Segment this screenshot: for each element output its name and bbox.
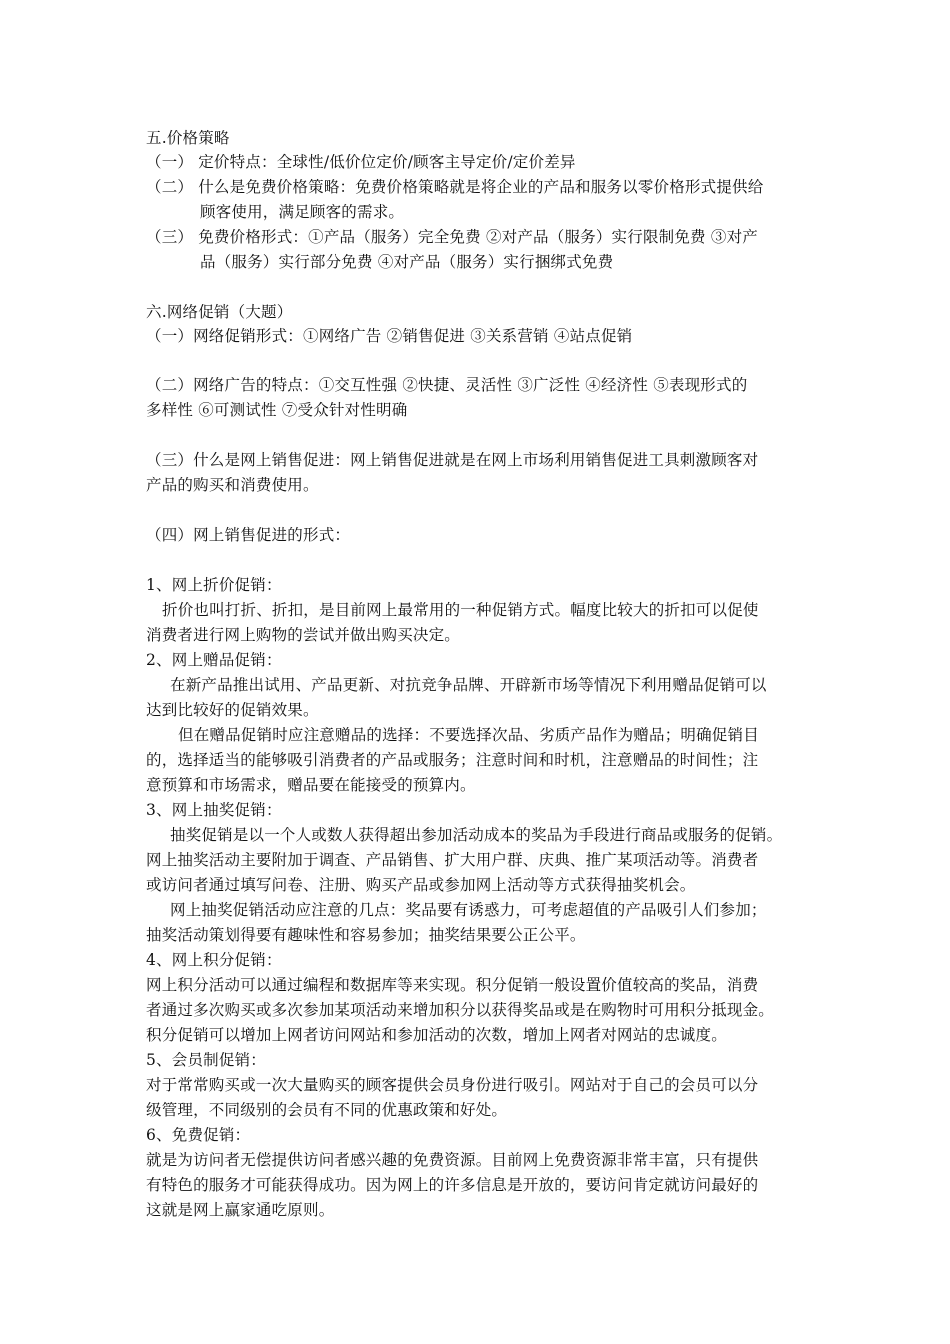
paragraph-line: 级管理，不同级别的会员有不同的优惠政策和好处。 — [146, 1101, 508, 1119]
pricing-item-2-cont: 顾客使用，满足顾客的需求。 — [200, 203, 405, 221]
pricing-item-3-cont: 品（服务）实行部分免费 ④对产品（服务）实行捆绑式免费 — [200, 253, 614, 271]
subheading-2: 2、网上赠品促销： — [146, 651, 282, 669]
paragraph-line: 积分促销可以增加上网者访问网站和参加活动的次数，增加上网者对网站的忠诚度。 — [146, 1026, 727, 1044]
paragraph-line: 的，选择适当的能够吸引消费者的产品或服务；注意时间和时机，注意赠品的时间性；注 — [146, 751, 759, 769]
paragraph-line: 这就是网上赢家通吃原则。 — [146, 1201, 335, 1219]
promo-item-2: （二）网络广告的特点：①交互性强 ②快捷、灵活性 ③广泛性 ④经济性 ⑤表现形式的 — [146, 376, 748, 394]
subheading-1: 1、网上折价促销： — [146, 576, 282, 594]
paragraph-line: 折价也叫打折、折扣，是目前网上最常用的一种促销方式。幅度比较大的折扣可以促使 — [162, 601, 759, 619]
pricing-item-3: （三） 免费价格形式：①产品（服务）完全免费 ②对产品（服务）实行限制免费 ③对产 — [146, 228, 758, 246]
paragraph-line: 有特色的服务才可能获得成功。因为网上的许多信息是开放的，要访问肯定就访问最好的 — [146, 1176, 759, 1194]
paragraph-line: 消费者进行网上购物的尝试并做出购买决定。 — [146, 626, 461, 644]
subheading-3: 3、网上抽奖促销： — [146, 801, 282, 819]
pricing-item-2: （二） 什么是免费价格策略：免费价格策略就是将企业的产品和服务以零价格形式提供给 — [146, 178, 764, 196]
promo-item-1: （一）网络促销形式：①网络广告 ②销售促进 ③关系营销 ④站点促销 — [146, 327, 633, 345]
pricing-item-1: （一） 定价特点：全球性/低价位定价/顾客主导定价/定价差异 — [146, 153, 576, 171]
paragraph-line: 网上抽奖活动主要附加于调查、产品销售、扩大用户群、庆典、推广某项活动等。消费者 — [146, 851, 759, 869]
paragraph-line: 就是为访问者无偿提供访问者感兴趣的免费资源。目前网上免费资源非常丰富，只有提供 — [146, 1151, 759, 1169]
paragraph-line: 但在赠品促销时应注意赠品的选择：不要选择次品、劣质产品作为赠品；明确促销目 — [178, 726, 759, 744]
paragraph-line: 在新产品推出试用、产品更新、对抗竞争品牌、开辟新市场等情况下利用赠品促销可以 — [170, 676, 767, 694]
subheading-5: 5、会员制促销： — [146, 1051, 266, 1069]
promo-item-2-cont: 多样性 ⑥可测试性 ⑦受众针对性明确 — [146, 401, 408, 419]
paragraph-line: 抽奖活动策划得要有趣味性和容易参加；抽奖结果要公正公平。 — [146, 926, 586, 944]
promo-item-4: （四）网上销售促进的形式： — [146, 526, 351, 544]
subheading-6: 6、免费促销： — [146, 1126, 251, 1144]
paragraph-line: 者通过多次购买或多次参加某项活动来增加积分以获得奖品或是在购物时可用积分抵现金。 — [146, 1001, 775, 1019]
paragraph-line: 对于常常购买或一次大量购买的顾客提供会员身份进行吸引。网站对于自己的会员可以分 — [146, 1076, 759, 1094]
section-5-heading: 五.价格策略 — [146, 129, 230, 147]
subheading-4: 4、网上积分促销： — [146, 951, 282, 969]
paragraph-line: 网上抽奖促销活动应注意的几点：奖品要有诱惑力，可考虑超值的产品吸引人们参加； — [170, 901, 767, 919]
paragraph-line: 抽奖促销是以一个人或数人获得超出参加活动成本的奖品为手段进行商品或服务的促销。 — [170, 826, 783, 844]
promo-item-3-cont: 产品的购买和消费使用。 — [146, 476, 319, 494]
promo-item-3: （三）什么是网上销售促进：网上销售促进就是在网上市场利用销售促进工具刺激顾客对 — [146, 451, 759, 469]
paragraph-line: 或访问者通过填写问卷、注册、购买产品或参加网上活动等方式获得抽奖机会。 — [146, 876, 696, 894]
section-6-heading: 六.网络促销（大题） — [146, 303, 293, 321]
paragraph-line: 网上积分活动可以通过编程和数据库等来实现。积分促销一般设置价值较高的奖品，消费 — [146, 976, 759, 994]
paragraph-line: 达到比较好的促销效果。 — [146, 701, 319, 719]
paragraph-line: 意预算和市场需求，赠品要在能接受的预算内。 — [146, 776, 476, 794]
